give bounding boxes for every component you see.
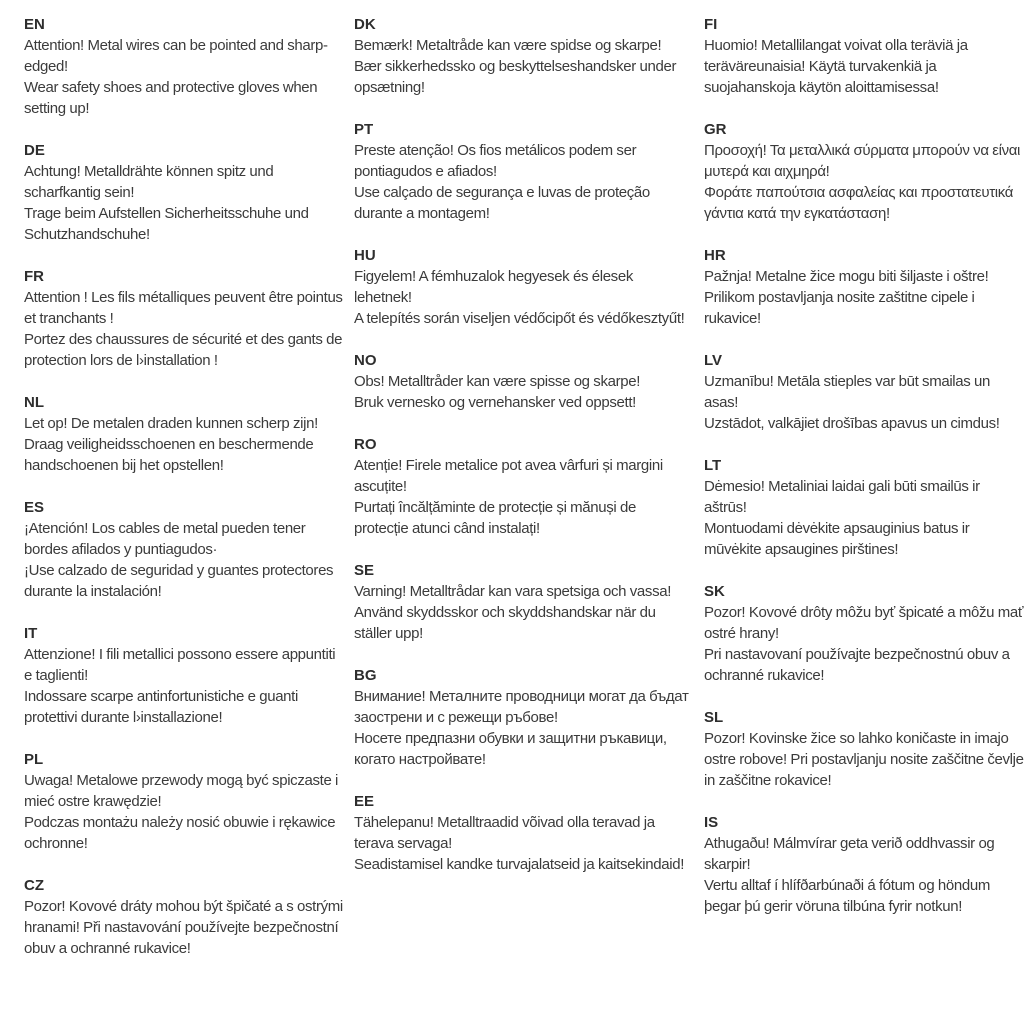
warning-paragraph: Bemærk! Metaltråde kan være spidse og skarpe! [354, 37, 662, 54]
warning-paragraph: Uzstādot, valkājiet drošības apavus un cimdus! [704, 415, 1000, 432]
language-section-hr [704, 245, 1024, 329]
language-code-label: RO [354, 436, 377, 453]
warning-paragraph: Montuodami dėvėkite apsauginius batus ir mūvėkite apsaugines pirštines! [704, 520, 970, 558]
language-code-label: IS [704, 814, 719, 831]
language-section-sl [704, 707, 1024, 791]
language-code-label: LT [704, 457, 722, 474]
language-code-label: SE [354, 562, 375, 579]
language-column-2 [354, 14, 694, 896]
language-section-pt [354, 119, 694, 224]
language-code-label: HU [354, 247, 376, 264]
language-section-de [24, 140, 346, 245]
language-section-sk [704, 581, 1024, 686]
warning-paragraph: A telepítés során viseljen védőcipőt és védőkesztyűt! [354, 310, 685, 327]
warning-paragraph: Använd skyddsskor och skyddshandskar när du ställer upp! [354, 604, 656, 642]
warning-paragraph: Preste atenção! Os fios metálicos podem ser pontiagudos e afiados! [354, 142, 637, 180]
language-code-label: DE [24, 142, 45, 159]
warning-paragraph: Pozor! Kovinske žice so lahko koničaste in imajo ostre robove! Pri postavljanju nosite zaščitne čevlje in zaščitne rokavice! [704, 730, 1024, 789]
language-section-en [24, 14, 346, 119]
warning-paragraph: Purtați încălțăminte de protecție și mănuși de protecție atunci când instalați! [354, 499, 637, 537]
language-code-label: NL [24, 394, 44, 411]
columns-container [24, 14, 1024, 980]
language-section-lt [704, 455, 1024, 560]
warning-paragraph: Obs! Metalltråder kan være spisse og skarpe! [354, 373, 641, 390]
warning-paragraph: Let op! De metalen draden kunnen scherp zijn! [24, 415, 318, 432]
language-code-label: ES [24, 499, 45, 516]
warning-paragraph: Pozor! Kovové dráty mohou být špičaté a s ostrými hranami! Při nastavování používejte bezpečnostní obuv a ochranné rukavice! [24, 898, 343, 957]
language-section-nl [24, 392, 346, 476]
language-code-label: EN [24, 16, 45, 33]
warning-paragraph: Huomio! Metallilangat voivat olla teräviä ja teräväreunaisia! Käytä turvakenkiä ja suojahanskoja käytön aloittamisessa! [704, 37, 968, 96]
warning-paragraph: Pažnja! Metalne žice mogu biti šiljaste i oštre! Prilikom postavljanja nosite zaštitne cipele i rukavice! [704, 268, 989, 327]
warning-paragraph: ¡Use calzado de seguridad y guantes protectores durante la instalación! [24, 562, 334, 600]
warning-paragraph: Bruk vernesko og vernehansker ved oppsett! [354, 394, 636, 411]
warning-paragraph: Use calçado de segurança e luvas de proteção durante a montagem! [354, 184, 650, 222]
warning-paragraph: Athugaðu! Málmvírar geta verið oddhvassir og skarpir! [704, 835, 995, 873]
language-section-is [704, 812, 1024, 917]
warning-paragraph: Vertu alltaf í hlífðarbúnaði á fótum og höndum þegar þú gerir vöruna tilbúna fyrir notkun! [704, 877, 991, 915]
language-code-label: NO [354, 352, 377, 369]
language-section-fr [24, 266, 346, 371]
language-code-label: CZ [24, 877, 44, 894]
warning-paragraph: Dėmesio! Metaliniai laidai gali būti smailūs ir aštrūs! [704, 478, 980, 516]
language-code-label: HR [704, 247, 726, 264]
warning-paragraph: Varning! Metalltrådar kan vara spetsiga och vassa! [354, 583, 672, 600]
language-section-ro [354, 434, 694, 539]
language-code-label: FI [704, 16, 718, 33]
warning-paragraph: Draag veiligheidsschoenen en beschermende handschoenen bij het opstellen! [24, 436, 314, 474]
language-section-gr [704, 119, 1024, 224]
language-code-label: PL [24, 751, 44, 768]
language-code-label: BG [354, 667, 377, 684]
warning-paragraph: Φοράτε παπούτσια ασφαλείας και προστατευτικά γάντια κατά την εγκατάσταση! [704, 184, 1014, 222]
language-code-label: DK [354, 16, 376, 33]
language-section-it [24, 623, 346, 728]
language-code-label: PT [354, 121, 374, 138]
warning-paragraph: Indossare scarpe antinfortunistiche e guanti protettivi durante l›installazione! [24, 688, 298, 726]
warning-paragraph: Bær sikkerhedssko og beskyttelseshandsker under opsætning! [354, 58, 677, 96]
language-section-dk [354, 14, 694, 98]
language-section-pl [24, 749, 346, 854]
warning-paragraph: Pozor! Kovové drôty môžu byť špicaté a môžu mať ostré hrany! [704, 604, 1024, 642]
language-code-label: IT [24, 625, 38, 642]
language-code-label: SK [704, 583, 725, 600]
language-code-label: SL [704, 709, 724, 726]
warning-paragraph: Tähelepanu! Metalltraadid võivad olla teravad ja terava servaga! [354, 814, 655, 852]
warning-paragraph: ¡Atención! Los cables de metal pueden tener bordes afilados y puntiagudos· [24, 520, 306, 558]
warning-paragraph: Uzmanību! Metāla stieples var būt smailas un asas! [704, 373, 991, 411]
warning-paragraph: Portez des chaussures de sécurité et des gants de protection lors de l›installation ! [24, 331, 343, 369]
warning-paragraph: Attention! Metal wires can be pointed and sharp-edged! [24, 37, 328, 75]
language-column-1 [24, 14, 346, 980]
warning-paragraph: Attenzione! I fili metallici possono essere appuntiti e taglienti! [24, 646, 336, 684]
language-column-3 [704, 14, 1024, 938]
language-section-bg [354, 665, 694, 770]
warning-paragraph: Pri nastavovaní používajte bezpečnostnú obuv a ochranné rukavice! [704, 646, 1010, 684]
language-section-es [24, 497, 346, 602]
language-section-ee [354, 791, 694, 875]
language-section-hu [354, 245, 694, 329]
language-section-no [354, 350, 694, 413]
language-section-lv [704, 350, 1024, 434]
language-code-label: EE [354, 793, 375, 810]
warning-paragraph: Attention ! Les fils métalliques peuvent être pointus et tranchants ! [24, 289, 343, 327]
language-code-label: GR [704, 121, 727, 138]
warning-paragraph: Podczas montażu należy nosić obuwie i rękawice ochronne! [24, 814, 336, 852]
warning-paragraph: Внимание! Металните проводници могат да бъдат заострени и с режещи ръбове! [354, 688, 689, 726]
warning-paragraph: Achtung! Metalldrähte können spitz und scharfkantig sein! [24, 163, 274, 201]
warning-paragraph: Uwaga! Metalowe przewody mogą być spiczaste i mieć ostre krawędzie! [24, 772, 339, 810]
warning-paragraph: Seadistamisel kandke turvajalatseid ja kaitsekindaid! [354, 856, 685, 873]
warning-paragraph: Wear safety shoes and protective gloves when setting up! [24, 79, 318, 117]
language-section-fi [704, 14, 1024, 98]
warning-paragraph: Figyelem! A fémhuzalok hegyesek és élesek lehetnek! [354, 268, 633, 306]
warning-paragraph: Trage beim Aufstellen Sicherheitsschuhe und Schutzhandschuhe! [24, 205, 309, 243]
warning-paragraph: Atenție! Firele metalice pot avea vârfuri și margini ascuțite! [354, 457, 663, 495]
language-code-label: FR [24, 268, 44, 285]
warning-paragraph: Носете предпазни обувки и защитни ръкавици, когато настройвате! [354, 730, 667, 768]
language-section-se [354, 560, 694, 644]
warning-paragraph: Προσοχή! Τα μεταλλικά σύρματα μπορούν να είναι μυτερά και αιχμηρά! [704, 142, 1021, 180]
language-section-cz [24, 875, 346, 959]
language-code-label: LV [704, 352, 723, 369]
